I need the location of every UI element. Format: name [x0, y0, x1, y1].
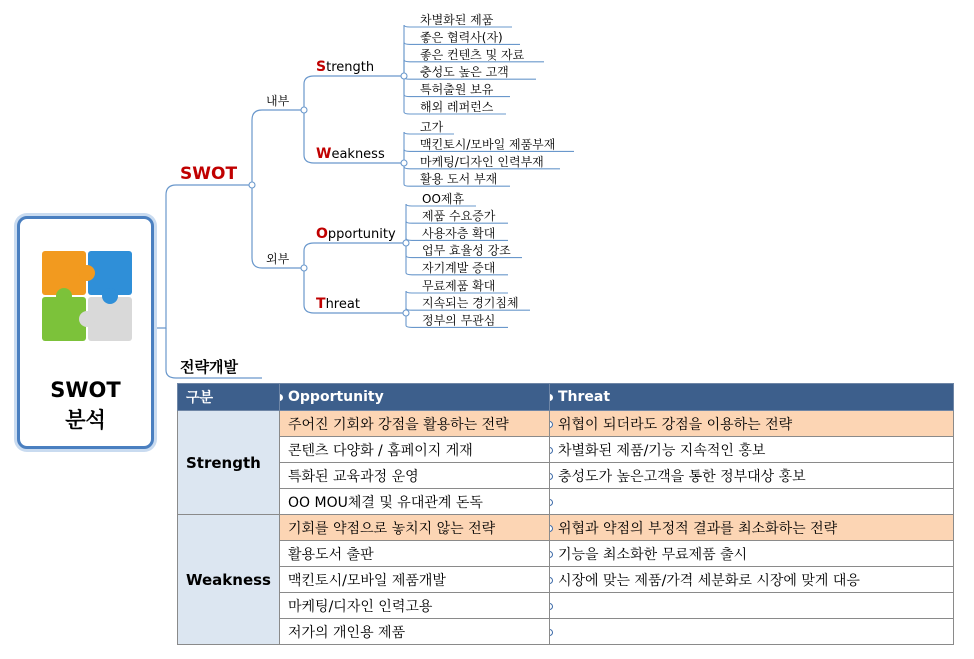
table-row	[178, 437, 954, 463]
opportunity-cell: OO MOU체결 및 유대관계 돈독	[280, 489, 550, 515]
center-title	[20, 375, 151, 435]
leaf-items	[420, 12, 555, 327]
leaf-item: 제품 수요증가	[422, 209, 496, 224]
table-row	[178, 619, 954, 645]
leaf-item: 해외 레퍼런스	[420, 100, 494, 114]
opportunity-cell: 맥킨토시/모바일 제품개발	[280, 567, 550, 593]
leaf-item: 좋은 컨텐츠 및 자료	[420, 47, 525, 62]
leaf-item: 사용자층 확대	[422, 226, 496, 241]
threat-cell: 위협과 약점의 부정적 결과를 최소화하는 전략	[550, 515, 954, 541]
connector-opportunity	[304, 243, 406, 268]
leaf-item: 좋은 협력사(자)	[420, 30, 503, 45]
header-threat: Threat	[550, 384, 954, 411]
internal-label: 내부	[266, 94, 290, 108]
weakness-label: Weakness	[316, 146, 385, 162]
connector-root	[148, 185, 252, 328]
threat-label: Threat	[316, 296, 360, 312]
threat-cell	[550, 619, 954, 645]
header-category: 구분	[178, 384, 280, 411]
connector-strength	[304, 76, 404, 110]
connector-internal	[252, 110, 304, 185]
weakness-row-header: Weakness	[178, 515, 280, 645]
table-row	[178, 567, 954, 593]
table-row	[178, 489, 954, 515]
leaf-item: 맥킨토시/모바일 제품부재	[420, 137, 556, 152]
leaf-item: 활용 도서 부재	[420, 172, 498, 187]
table-row	[178, 593, 954, 619]
strength-label: Strength	[316, 59, 375, 75]
threat-cell	[550, 489, 954, 515]
puzzle-icon	[42, 251, 132, 341]
threat-cell: 차별화된 제품/기능 지속적인 홍보	[550, 437, 954, 463]
table-row	[178, 515, 954, 541]
opportunity-cell: 저가의 개인용 제품	[280, 619, 550, 645]
center-card	[17, 216, 154, 449]
leaf-item: 정부의 무관심	[422, 313, 496, 328]
table-header-row	[178, 384, 954, 411]
leaf-item: 충성도 높은 고객	[420, 65, 509, 80]
table-row	[178, 463, 954, 489]
external-label: 외부	[266, 252, 290, 266]
leaf-item: 업무 효율성 강조	[422, 243, 511, 258]
center-title-line1: SWOT	[50, 378, 121, 402]
threat-cell: 위협이 되더라도 강점을 이용하는 전략	[550, 411, 954, 437]
center-title-line2: 분석	[65, 408, 106, 432]
table-row	[178, 411, 954, 437]
threat-cell: 기능을 최소화한 무료제품 출시	[550, 541, 954, 567]
header-opportunity: Opportunity	[280, 384, 550, 411]
opportunity-cell: 콘텐츠 다양화 / 홈페이지 게재	[280, 437, 550, 463]
leaf-item: 지속되는 경기침체	[422, 296, 519, 311]
opportunity-cell: 기회를 약점으로 놓치지 않는 전략	[280, 515, 550, 541]
swot-strategy-table	[177, 383, 954, 645]
table-row	[178, 541, 954, 567]
leaf-item: 자기계발 증대	[422, 260, 496, 275]
opportunity-cell: 특화된 교육과정 운영	[280, 463, 550, 489]
opportunity-cell: 주어진 기회와 강점을 활용하는 전략	[280, 411, 550, 437]
leaf-item: 고가	[420, 120, 444, 134]
opportunity-label: Opportunity	[316, 226, 396, 242]
root-label: SWOT	[180, 164, 238, 184]
leaf-item: 특허출원 보유	[420, 82, 494, 97]
opportunity-cell: 마케팅/디자인 인력고용	[280, 593, 550, 619]
leaf-item: 무료제품 확대	[422, 279, 496, 293]
opportunity-cell: 활용도서 출판	[280, 541, 550, 567]
strategy-label: 전략개발	[180, 358, 238, 376]
threat-cell	[550, 593, 954, 619]
threat-cell: 시장에 맞는 제품/가격 세분화로 시장에 맞게 대응	[550, 567, 954, 593]
strength-row-header: Strength	[178, 411, 280, 515]
leaf-item: 차별화된 제품	[420, 13, 494, 27]
leaf-item: OO제휴	[422, 192, 465, 206]
threat-cell: 충성도가 높은고객을 통한 정부대상 홍보	[550, 463, 954, 489]
leaf-item: 마케팅/디자인 인력부재	[420, 154, 544, 169]
